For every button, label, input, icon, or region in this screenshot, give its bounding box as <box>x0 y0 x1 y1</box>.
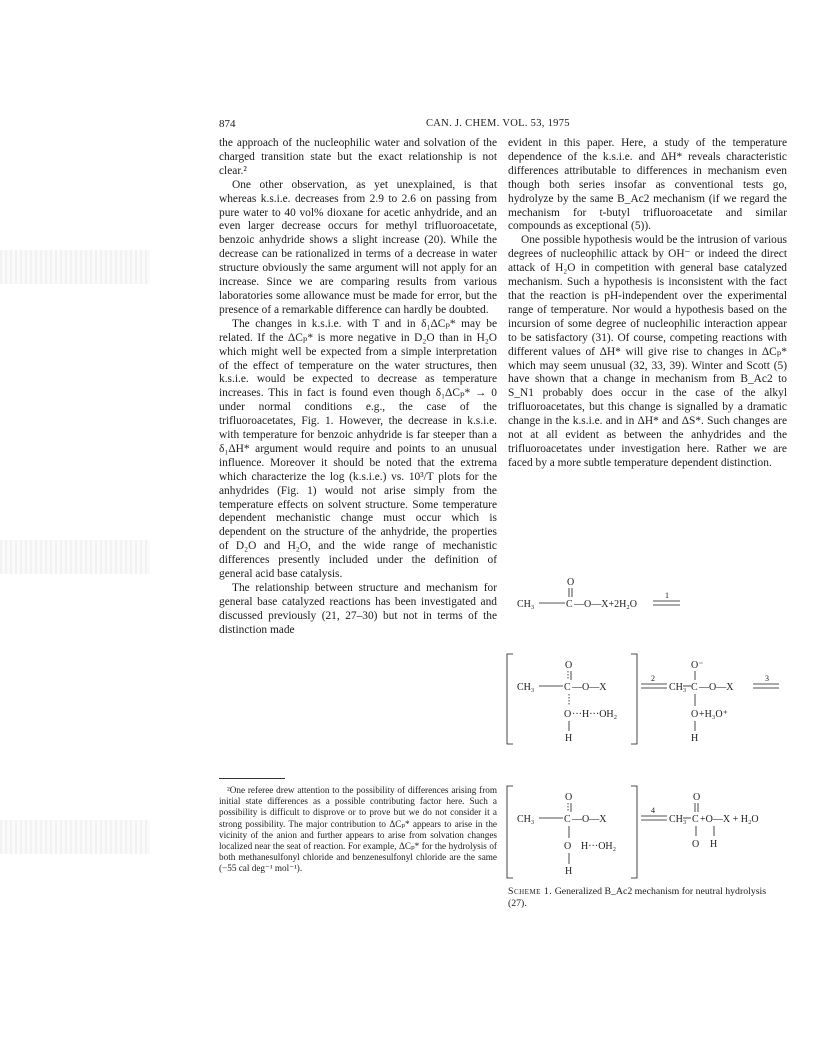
scheme-atom: O <box>693 792 701 803</box>
scheme-atom: H <box>565 733 573 744</box>
footnote <box>219 785 497 875</box>
scheme-caption-label: Scheme 1. <box>508 886 553 897</box>
scheme-atom: C <box>564 814 571 825</box>
scheme-atom: CH₃ <box>517 814 535 825</box>
scheme-group: —O—X+2H₂O <box>574 599 638 610</box>
scheme-group: +O—X + H₂O <box>700 814 759 825</box>
bracket-right <box>631 786 637 878</box>
footnote-text: ²One referee drew attention to the possibility of differences arising from initial state differences as a possible contributing factor here. Such a possibility is difficult to disprove or to prove but we do not consider it a strong possibility. The major contribution to ΔCₚ* appears to arise in the vicinity of the anion and further appears to arise from solvation changes localized near the seat of reaction. For example, ΔCₚ* for the hydrolysis of both methanesulfonyl chloride and benzenesulfonyl chloride are the same (−55 cal deg⁻¹ mol⁻¹). <box>219 785 497 874</box>
left-column <box>219 137 497 638</box>
scheme-drawing <box>505 574 795 884</box>
scheme-group: —O—X <box>572 682 607 693</box>
scheme-group: —O—X <box>699 682 734 693</box>
bracket-left <box>507 654 513 744</box>
scan-artifact <box>0 820 150 854</box>
scheme-atom: CH₃ <box>669 814 687 825</box>
scheme-atom: C <box>691 682 698 693</box>
scheme-group: +H₃O⁺ <box>699 709 728 720</box>
scheme-atom: O <box>564 841 572 852</box>
step-number: 3 <box>765 674 769 683</box>
scheme-atom: O <box>567 577 575 588</box>
scheme-atom: O <box>565 792 573 803</box>
bracket-right <box>631 654 637 744</box>
running-head: CAN. J. CHEM. VOL. 53, 1975 <box>426 118 570 129</box>
scheme-atom: O <box>691 709 699 720</box>
reaction-scheme <box>505 574 795 914</box>
scheme-atom: O <box>565 660 573 671</box>
body-paragraph: One possible hypothesis would be the intrusion of various degrees of nucleophilic attack by OH⁻ or indeed the direct attack of H₂O in competition with general base catalyzed mechanism. Such a hypothesis is inconsistent with the fact that the reaction is pH-independent over the experimental range of temperature. Nor would a hypothesis based on the incursion of some degree of nucleophilic interaction appear to be satisfactory (31). Of course, competing reactions with different values of ΔH* will give rise to changes in ΔCₚ* which may seem unusual (32, 33, 39). Winter and Scott (5) have shown that a change in mechanism from B_Ac2 to S_N1 probably does occur in the case of the alkyl trifluoroacetates, but this change is signalled by a dramatic change in the k.s.i.e. and in ΔH* and ΔS*. Such changes are not at all evident as between the anhydrides and the trifluoroacetates under investigation here. Rather we are faced by a more subtle temperature dependent distinction. <box>508 234 787 469</box>
scheme-atom: C <box>564 682 571 693</box>
right-column <box>508 137 787 471</box>
step-number: 2 <box>651 674 655 683</box>
step-number: 4 <box>651 806 655 815</box>
download-notice-strip <box>0 0 40 1052</box>
scan-artifact <box>0 250 150 284</box>
scheme-atom: C <box>692 814 699 825</box>
scheme-atom: CH₃ <box>669 682 687 693</box>
body-paragraph: evident in this paper. Here, a study of the temperature dependence of the k.s.i.e. and ΔH* reveals characteristic differences attributable to differences in mechanism even though both series insofar as conventional tests go, hydrolyze by the same B_Ac2 mechanism (if we regard the mechanism for t-butyl trifluoroacetate and similar compounds as exceptional (5)). <box>508 137 787 233</box>
scan-artifact <box>0 540 150 574</box>
step-number: 1 <box>665 591 669 600</box>
scheme-caption <box>508 886 787 910</box>
footnote-rule <box>219 778 285 779</box>
page-number: 874 <box>219 118 236 130</box>
bracket-left <box>507 786 513 878</box>
scheme-atom: O <box>564 709 572 720</box>
scheme-atom: H <box>691 733 699 744</box>
body-paragraph: The relationship between structure and mechanism for general base catalyzed reactions has been investigated and discussed previously (21, 27–30) but not in terms of the distinction made <box>219 582 497 636</box>
scheme-caption-text: Generalized B_Ac2 mechanism for neutral hydrolysis (27). <box>508 886 767 909</box>
body-paragraph: the approach of the nucleophilic water and solvation of the charged transition state but the exact relationship is not clear.² <box>219 137 497 177</box>
scheme-group: ···H···OH₂ <box>572 709 618 720</box>
scheme-group: —O—X <box>572 814 607 825</box>
scheme-atom: O⁻ <box>691 660 704 671</box>
scheme-atom: CH₃ <box>517 682 535 693</box>
scheme-group: H···OH₂ <box>581 841 617 852</box>
scheme-atom: H <box>565 866 573 877</box>
body-paragraph: The changes in k.s.i.e. with T and in δ₁ΔCₚ* may be related. If the ΔCₚ* is more negative in D₂O than in H₂O which might well be expected from a simple interpretation of the effect of temperature on the water structures, then k.s.i.e. would be expected to decrease as temperature increases. This in fact is found even though δ₁ΔCₚ* → 0 under normal conditions e.g., the case of the trifluoroacetates, Fig. 1. However, the decrease in k.s.i.e. with temperature for benzoic anhydride is far steeper than a δ₁ΔH* argument would require and points to an unusual influence. Moreover it should be noted that the extrema which characterize the log (k.s.i.e.) vs. 10³/T plots for the anhydrides (Fig. 1) would not arise simply from the temperature effects on solvent structure. Some temperature dependent mechanistic change must occur which is dependent on the structure of the anhydride, the properties of D₂O and H₂O, and the wide range of mechanistic differences presently included under the definition of general acid base catalysis. <box>219 317 497 581</box>
body-paragraph: One other observation, as yet unexplained, is that whereas k.s.i.e. decreases from 2.9 to 2.6 on passing from pure water to 40 vol% dioxane for acetic anhydride, and an even larger decrease occurs for methyl trifluoroacetate, benzoic anhydride shows a slight increase (20). While the decrease can be rationalized in terms of a decrease in water structure obviously the same argument will not apply for an increase. Since we are comparing results from various laboratories some allowance must be made for error, but the presence of a remarkable difference can hardly be doubted. <box>219 178 497 316</box>
scheme-atom: CH₃ <box>517 599 535 610</box>
scheme-atom: C <box>566 599 573 610</box>
scheme-atom: H <box>710 839 718 850</box>
scheme-atom: O <box>692 839 700 850</box>
